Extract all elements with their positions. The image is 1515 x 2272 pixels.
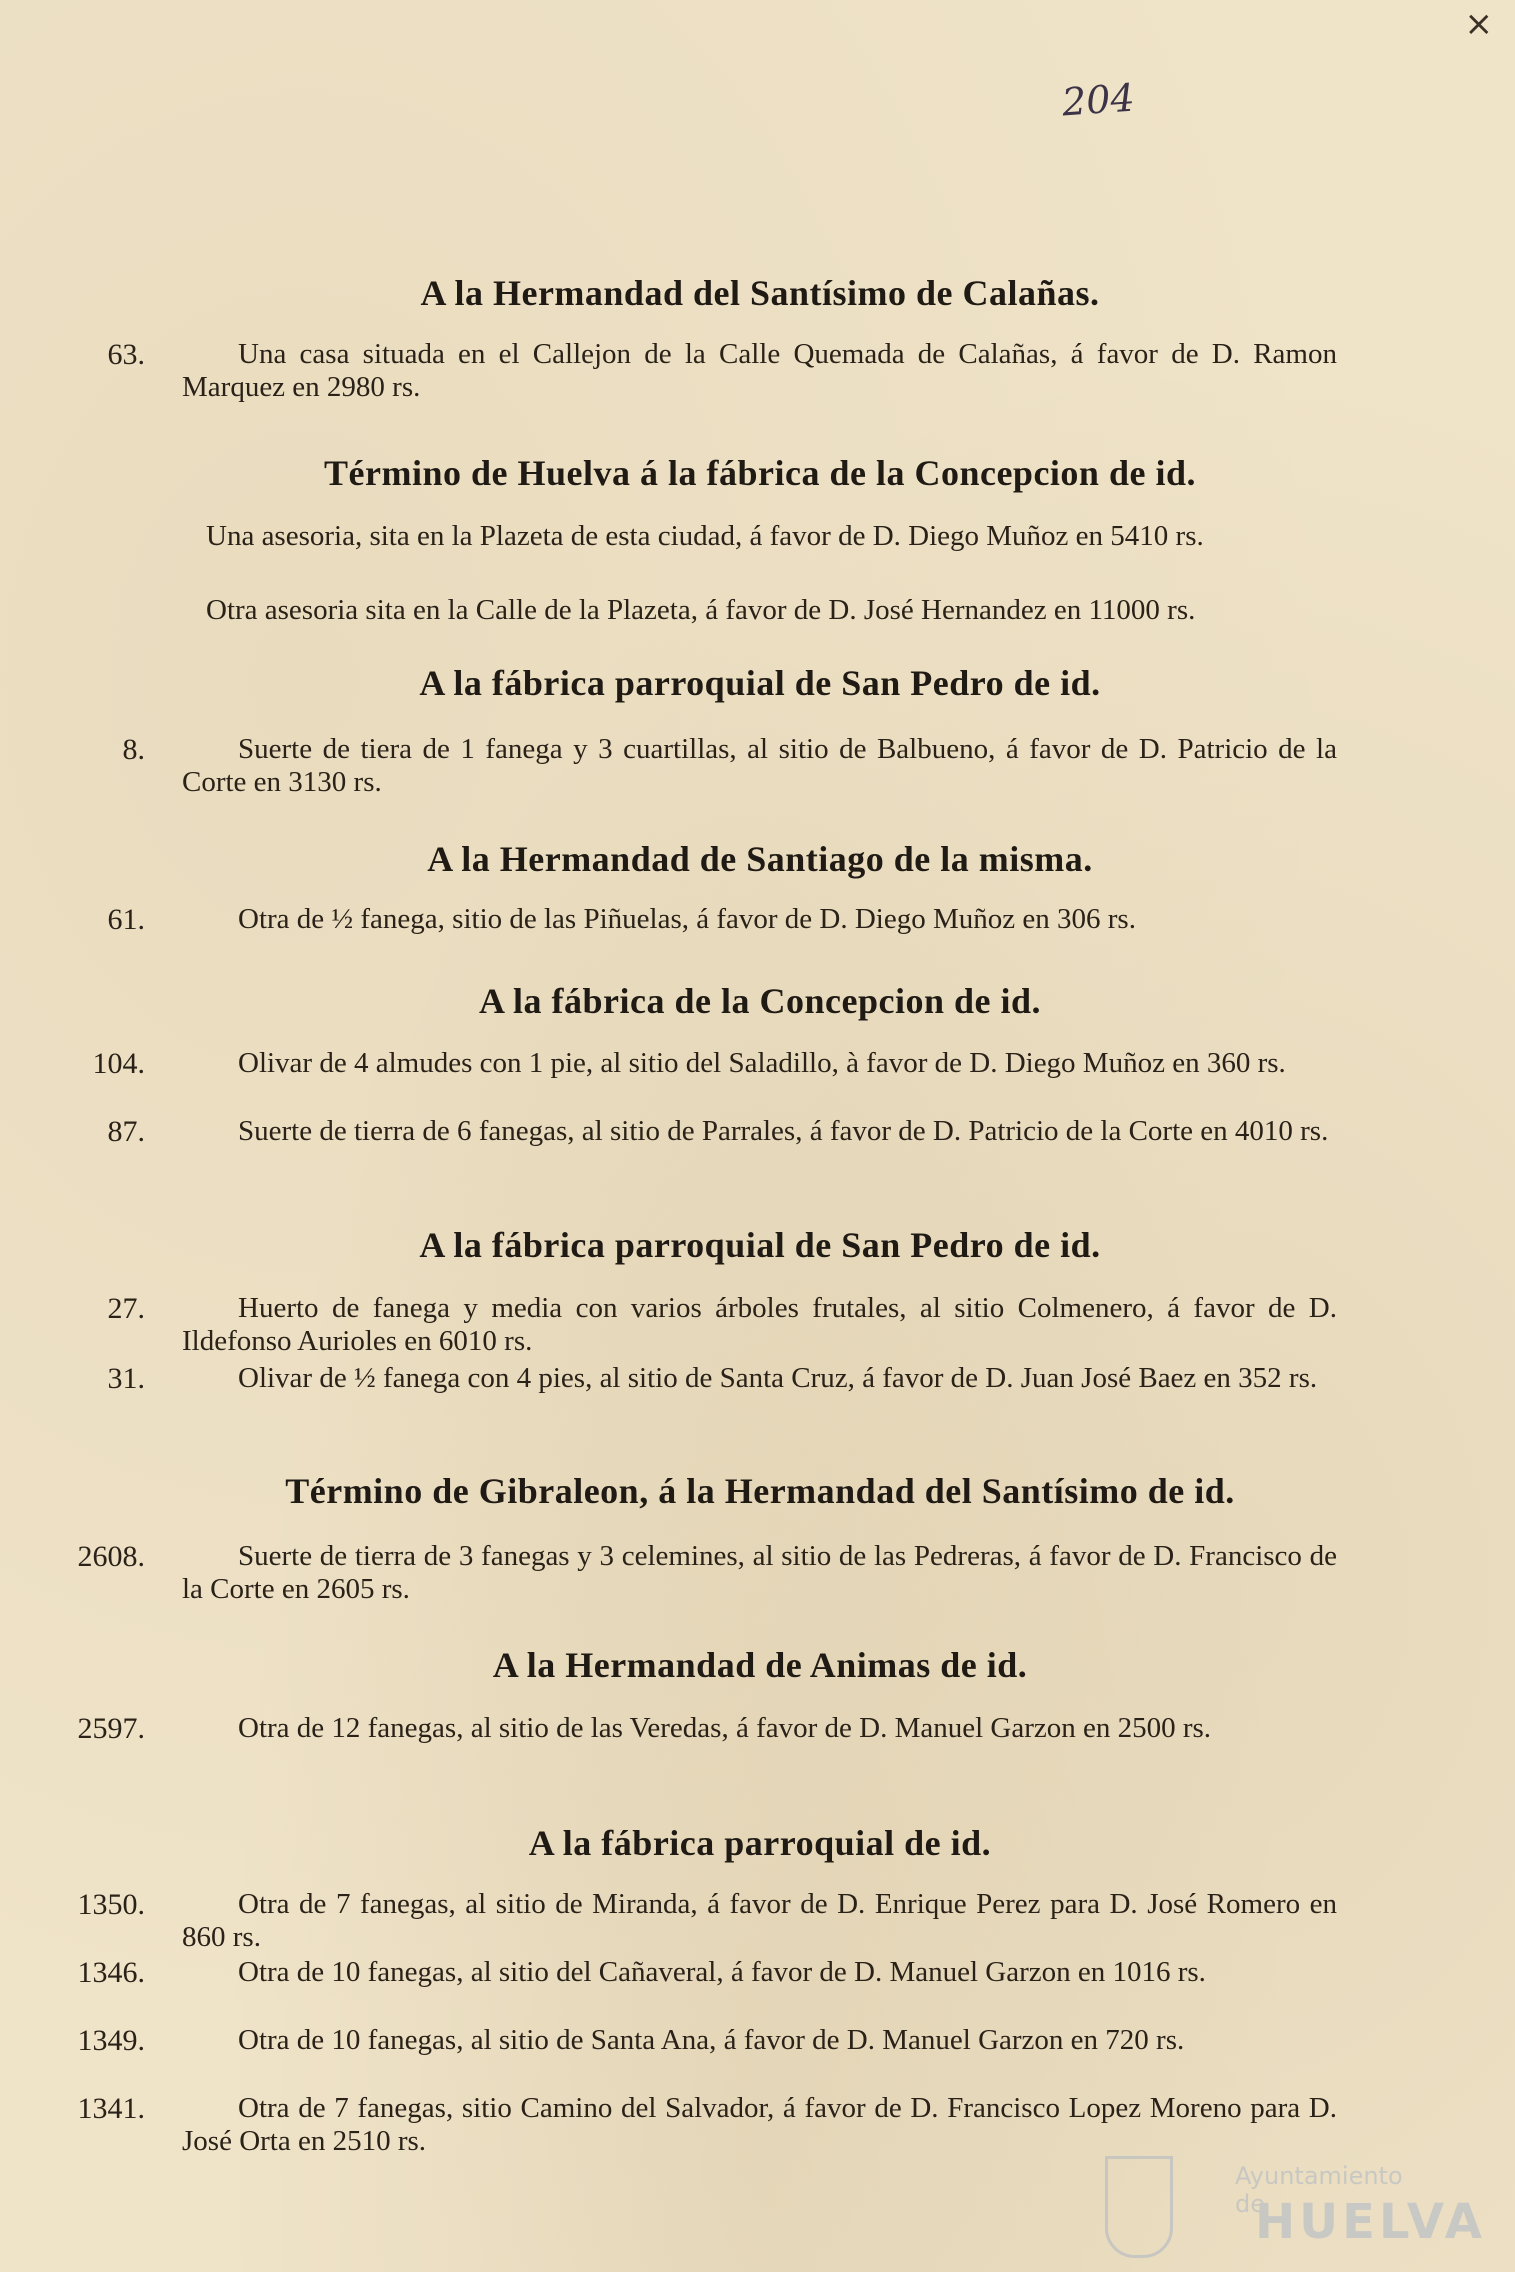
section-heading: A la fábrica parroquial de San Pedro de id.: [419, 1225, 1101, 1265]
section-heading: A la Hermandad de Animas de id.: [492, 1645, 1028, 1685]
entry-text: Huerto de fanega y media con varios árboles frutales, al sitio Colmenero, á favor de D. Ildefonso Aurioles en 6010 rs.: [182, 1292, 1337, 1357]
entry-text: Una casa situada en el Callejon de la Calle Quemada de Calañas, á favor de D. Ramon Marquez en 2980 rs.: [182, 338, 1337, 403]
entry-text: Olivar de 4 almudes con 1 pie, al sitio del Saladillo, à favor de D. Diego Muñoz en 360 rs.: [238, 1047, 1286, 1079]
entry-text: Otra de 10 fanegas, al sitio del Cañaveral, á favor de D. Manuel Garzon en 1016 rs.: [238, 1956, 1206, 1988]
entry-number: 1341.: [77, 2092, 145, 2125]
section-heading: A la fábrica de la Concepcion de id.: [478, 981, 1041, 1021]
entry-number: 2597.: [77, 1712, 145, 1745]
entry-text: Suerte de tierra de 3 fanegas y 3 celemines, al sitio de las Pedreras, á favor de D. Francisco de la Corte en 2605 rs.: [182, 1540, 1337, 1605]
entry-number: 31.: [107, 1362, 145, 1395]
entry-text: Suerte de tiera de 1 fanega y 3 cuartillas, al sitio de Balbueno, á favor de D. Patricio de la Corte en 3130 rs.: [182, 733, 1337, 798]
section-heading: Término de Gibraleon, á la Hermandad del Santísimo de id.: [285, 1471, 1235, 1511]
section-heading: A la fábrica parroquial de San Pedro de id.: [419, 663, 1101, 703]
watermark-logo: [1105, 2150, 1486, 2260]
section-heading: A la Hermandad de Santiago de la misma.: [427, 839, 1093, 879]
watermark-line1: Ayuntamiento de: [1235, 2162, 1403, 2218]
entry-text: Suerte de tierra de 6 fanegas, al sitio de Parrales, á favor de D. Patricio de la Corte en 4010 rs.: [238, 1115, 1329, 1147]
entry-number: 61.: [107, 903, 145, 936]
entry-text: Otra asesoria sita en la Calle de la Plazeta, á favor de D. José Hernandez en 11000 rs.: [206, 594, 1196, 626]
entry-number: 8.: [122, 733, 145, 766]
entry-number: 63.: [107, 338, 145, 371]
entry-number: 1350.: [77, 1888, 145, 1921]
folio-number: 204: [1060, 75, 1136, 125]
entry-number: 87.: [107, 1115, 145, 1148]
entry-text: Otra de ½ fanega, sitio de las Piñuelas, á favor de D. Diego Muñoz en 306 rs.: [238, 903, 1136, 935]
corner-mark: ×: [1464, 4, 1493, 44]
entry-text: Otra de 7 fanegas, sitio Camino del Salvador, á favor de D. Francisco Lopez Moreno para D. José Orta en 2510 rs.: [182, 2092, 1337, 2157]
entry-text: Olivar de ½ fanega con 4 pies, al sitio de Santa Cruz, á favor de D. Juan José Baez en 352 rs.: [238, 1362, 1318, 1394]
entry-text: Una asesoria, sita en la Plazeta de esta ciudad, á favor de D. Diego Muñoz en 5410 rs.: [206, 520, 1204, 552]
entry-text: Otra de 10 fanegas, al sitio de Santa Ana, á favor de D. Manuel Garzon en 720 rs.: [238, 2024, 1185, 2056]
entry-text: Otra de 7 fanegas, al sitio de Miranda, á favor de D. Enrique Perez para D. José Romero en 860 rs.: [182, 1888, 1337, 1953]
section-heading: A la fábrica parroquial de id.: [528, 1823, 992, 1863]
section-heading: A la Hermandad del Santísimo de Calañas.: [420, 273, 1100, 313]
entry-number: 104.: [92, 1047, 145, 1080]
entry-number: 2608.: [77, 1540, 145, 1573]
watermark-line2: HUELVA: [1255, 2194, 1486, 2250]
entry-number: 27.: [107, 1292, 145, 1325]
entry-number: 1346.: [77, 1956, 145, 1989]
section-heading: Término de Huelva á la fábrica de la Concepcion de id.: [324, 453, 1196, 493]
shield-icon: [1105, 2156, 1173, 2258]
entry-number: 1349.: [77, 2024, 145, 2057]
entry-text: Otra de 12 fanegas, al sitio de las Veredas, á favor de D. Manuel Garzon en 2500 rs.: [238, 1712, 1212, 1744]
